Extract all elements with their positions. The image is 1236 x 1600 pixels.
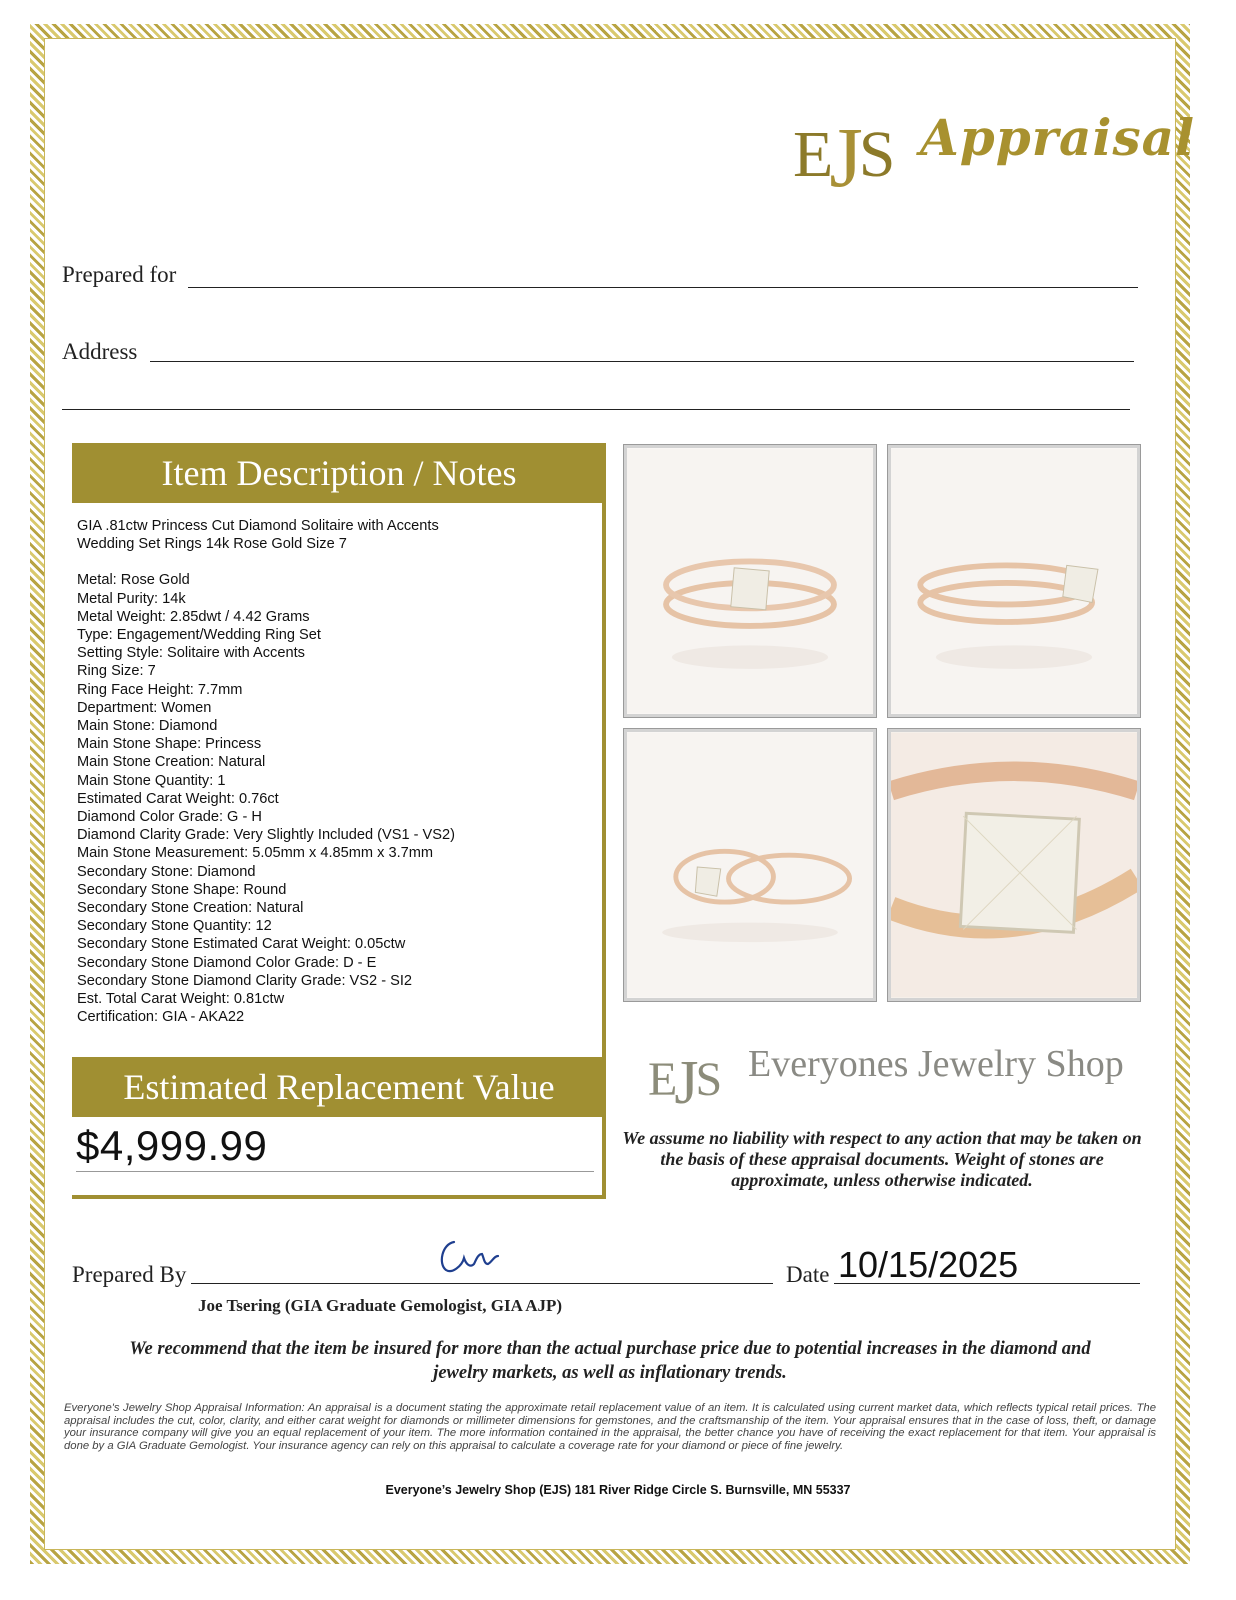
title-line: Wedding Set Rings 14k Rose Gold Size 7 xyxy=(77,536,347,553)
spec-line: Ring Face Height: 7.7mm xyxy=(77,681,243,698)
spec-line: Secondary Stone: Diamond xyxy=(77,863,256,880)
prepared-for-line[interactable] xyxy=(188,287,1138,288)
spec-line: Secondary Stone Quantity: 12 xyxy=(77,918,272,935)
spec-line: Metal: Rose Gold xyxy=(77,572,190,589)
price-underline xyxy=(76,1171,594,1172)
appraisal-title: Appraisal xyxy=(920,108,1195,167)
preparer-name: Joe Tsering (GIA Graduate Gemologist, GIA AJP) xyxy=(198,1296,563,1315)
ring-photo-front xyxy=(624,445,876,717)
fine-print: Everyone's Jewelry Shop Appraisal Information: An appraisal is a document stating the approximate retail replacement value of an item. It is calculated using current market data, which reflects typical retail prices. The appraisal includes the cut, color, clarity, and either carat weight for diamonds or millimeter dimensions for gemstones, and the craftsmanship of the item. Your appraisal ensures that in the case of loss, theft, or damage your insurance company will give you an equal replacement of your item. The more information contained in the appraisal, the better chance you have of receiving the exact replacement for that item. Your appraisal is done by a GIA Graduate Gemologist. Your insurance agency can rely on this appraisal to calculate a coverage rate for your diamond or piece of fine jewelry. xyxy=(64,1402,1156,1452)
prepared-by-line[interactable] xyxy=(191,1283,773,1284)
item-description-heading: Item Description / Notes xyxy=(72,443,606,503)
title-line: GIA .81ctw Princess Cut Diamond Solitaire with Accents xyxy=(77,518,439,534)
address-label: Address xyxy=(62,339,138,364)
spec-line: Main Stone Measurement: 5.05mm x 4.85mm x 3.7mm xyxy=(77,845,434,862)
description-text xyxy=(77,517,597,1026)
prepared-by-label: Prepared By xyxy=(72,1262,187,1287)
ring-photo-side xyxy=(888,445,1140,717)
spec-line: Secondary Stone Diamond Color Grade: D - E xyxy=(77,954,377,971)
shop-name: Everyones Jewelry Shop xyxy=(748,1043,1124,1085)
date-line[interactable] xyxy=(834,1283,1140,1284)
spec-line: Diamond Color Grade: G - H xyxy=(77,809,262,826)
date-value: 10/15/2025 xyxy=(838,1244,1019,1285)
spec-line: Secondary Stone Diamond Clarity Grade: VS2 - SI2 xyxy=(77,972,413,989)
shop-address: Everyone’s Jewelry Shop (EJS) 181 River Ridge Circle S. Burnsville, MN 55337 xyxy=(385,1483,851,1497)
address-line-1[interactable] xyxy=(150,361,1134,362)
spec-line: Metal Purity: 14k xyxy=(77,590,186,607)
address-line-2[interactable] xyxy=(62,409,1130,410)
spec-line: Diamond Clarity Grade: Very Slightly Included (VS1 - VS2) xyxy=(77,827,455,844)
insurance-recommendation: We recommend that the item be insured for more than the actual purchase price due to potential increases in the diamond and jewelry markets, as well as inflationary trends. xyxy=(129,1339,1091,1383)
spec-line: Est. Total Carat Weight: 0.81ctw xyxy=(77,991,285,1008)
spec-line: Main Stone Quantity: 1 xyxy=(77,772,226,789)
replacement-value-heading: Estimated Replacement Value xyxy=(72,1057,606,1117)
spec-line: Main Stone: Diamond xyxy=(77,718,218,735)
spec-line: Setting Style: Solitaire with Accents xyxy=(77,645,305,662)
spec-line: Type: Engagement/Wedding Ring Set xyxy=(77,627,321,644)
spec-line: Certification: GIA - AKA22 xyxy=(77,1009,245,1026)
spec-list xyxy=(77,571,597,1026)
spec-line: Department: Women xyxy=(77,699,212,716)
spec-line: Ring Size: 7 xyxy=(77,663,156,680)
spec-line: Main Stone Shape: Princess xyxy=(77,736,262,753)
spec-line: Secondary Stone Shape: Round xyxy=(77,881,287,898)
replacement-value-amount: $4,999.99 xyxy=(76,1122,268,1169)
ring-photo-closeup xyxy=(888,729,1140,1001)
spec-line: Secondary Stone Estimated Carat Weight: 0.05ctw xyxy=(77,936,406,953)
signature-image xyxy=(432,1234,502,1280)
ring-photo-pair xyxy=(624,729,876,1001)
prepared-for-label: Prepared for xyxy=(62,262,177,287)
shop-ejs-logo: EJS xyxy=(648,1049,720,1117)
spec-line: Secondary Stone Creation: Natural xyxy=(77,900,304,917)
spec-line: Main Stone Creation: Natural xyxy=(77,754,266,771)
spec-line: Metal Weight: 2.85dwt / 4.42 Grams xyxy=(77,608,310,625)
date-label: Date xyxy=(786,1262,830,1287)
spec-line: Estimated Carat Weight: 0.76ct xyxy=(77,790,279,807)
ejs-logo: EJS xyxy=(793,109,892,205)
liability-notice: We assume no liability with respect to any action that may be taken on the basis of these appraisal documents. Weight of stones are approximate, unless otherwise indicated. xyxy=(622,1128,1142,1190)
